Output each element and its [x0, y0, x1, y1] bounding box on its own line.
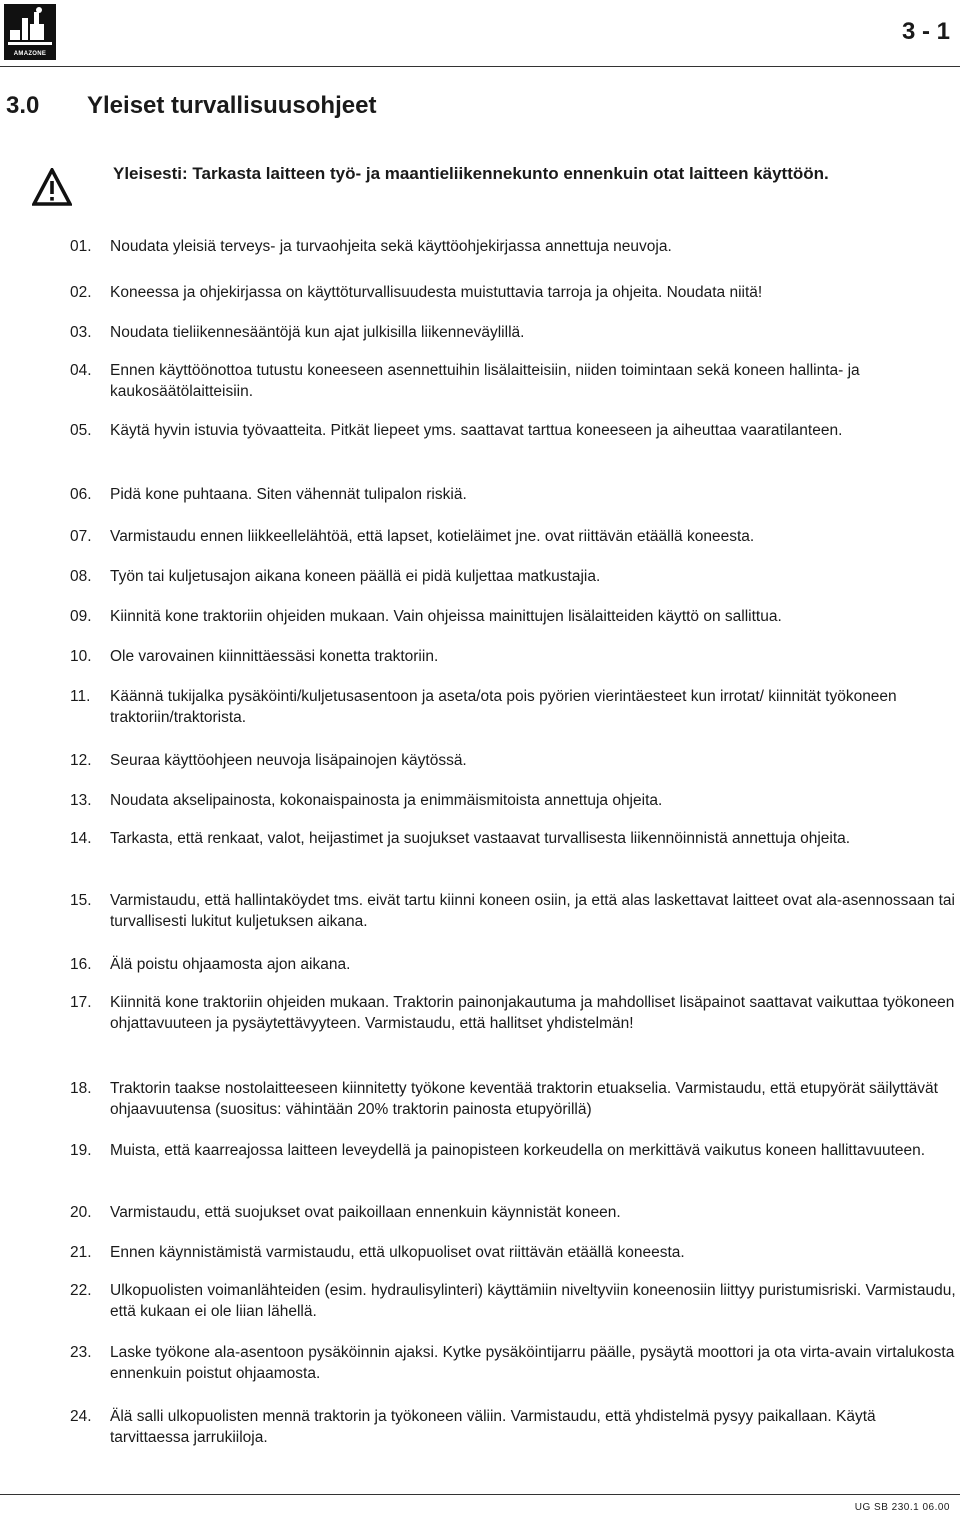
item-text: Noudata yleisiä terveys- ja turvaohjeita sekä käyttöohjekirjassa annettuja neuvoja.: [110, 238, 672, 255]
section-title-text: Yleiset turvallisuusohjeet: [87, 92, 377, 119]
section-number: 3.0: [6, 92, 40, 119]
item-text: Tarkasta, että renkaat, valot, heijastimet ja suojukset vastaavat turvallisesta liikennöinnistä annettuja ohjeita.: [110, 830, 851, 847]
item-number: 17.: [70, 994, 92, 1011]
page-number: 3 - 1: [901, 18, 950, 45]
header-divider: [0, 66, 960, 67]
document-code: UG SB 230.1 06.00: [854, 1502, 950, 1513]
general-warning-text: Yleisesti: Tarkasta laitteen työ- ja maantieliikennekunto ennenkuin otat laitteen käyttöön.: [113, 164, 829, 183]
item-text: Noudata tieliikennesääntöjä kun ajat julkisilla liikenneväylillä.: [110, 324, 525, 341]
item-text: Seuraa käyttöohjeen neuvoja lisäpainojen käytössä.: [110, 752, 467, 769]
item-text: Pidä kone puhtaana. Siten vähennät tulipalon riskiä.: [110, 486, 467, 503]
item-text: Kiinnitä kone traktoriin ohjeiden mukaan. Traktorin painonjakautuma ja mahdolliset lisäpainot saattavat vaikuttaa työkoneen ohjattavuuteen ja pysäytettävyyteen. Varmistaudu, että hallitset yhdistelmän!: [110, 994, 955, 1032]
item-text: Työn tai kuljetusajon aikana koneen päällä ei pidä kuljettaa matkustajia.: [110, 568, 601, 585]
item-text: Ennen käynnistämistä varmistaudu, että ulkopuoliset ovat riittävän etäällä koneesta.: [110, 1244, 685, 1261]
logo-wordmark: AMAZONE: [13, 51, 47, 57]
amazone-logo: [4, 4, 56, 60]
item-text: Ulkopuolisten voimanlähteiden (esim. hydraulisylinteri) käyttämiin niveltyviin koneenosiin liittyy puristumisriski. Varmistaudu, että kukaan ei ole liian lähellä.: [110, 1282, 956, 1320]
item-number: 21.: [70, 1244, 92, 1261]
item-number: 01.: [70, 238, 92, 255]
item-number: 08.: [70, 568, 92, 585]
item-number: 03.: [70, 324, 92, 341]
warning-triangle-icon: [32, 168, 72, 206]
item-text: Koneessa ja ohjekirjassa on käyttöturvallisuudesta muistuttavia tarroja ja ohjeita. Noudata niitä!: [110, 284, 763, 301]
item-number: 18.: [70, 1080, 92, 1097]
item-number: 19.: [70, 1142, 92, 1159]
item-number: 23.: [70, 1344, 92, 1361]
item-text: Varmistaudu ennen liikkeellelähtöä, että lapset, kotieläimet jne. ovat riittävän etäällä koneesta.: [110, 528, 755, 545]
item-number: 05.: [70, 422, 92, 439]
item-text: Älä salli ulkopuolisten mennä traktorin ja työkoneen väliin. Varmistaudu, että yhdistelmä pysyy paikallaan. Käytä tarvittaessa jarrukiiloja.: [110, 1408, 876, 1446]
item-text: Älä poistu ohjaamosta ajon aikana.: [110, 956, 351, 973]
section-title: [6, 92, 376, 120]
item-number: 14.: [70, 830, 92, 847]
logo-emblem-icon: [4, 4, 56, 48]
item-text: Ennen käyttöönottoa tutustu koneeseen asennettuihin lisälaitteisiin, niiden toimintaan sekä koneen hallinta- ja kaukosäätölaitteisiin.: [110, 362, 860, 400]
item-text: Käännä tukijalka pysäköinti/kuljetusasentoon ja aseta/ota pois pyörien vierintäesteet kun irrotat/ kiinnität työkoneen traktoriin/traktorista.: [110, 688, 897, 726]
item-text: Varmistaudu, että suojukset ovat paikoillaan ennenkuin käynnistät koneen.: [110, 1204, 621, 1221]
item-number: 11.: [70, 688, 91, 705]
item-text: Käytä hyvin istuvia työvaatteita. Pitkät liepeet yms. saattavat tarttua koneeseen ja aiheuttaa vaaratilanteen.: [110, 422, 843, 439]
item-number: 02.: [70, 284, 92, 301]
item-number: 10.: [70, 648, 92, 665]
item-number: 09.: [70, 608, 92, 625]
item-text: Ole varovainen kiinnittäessäsi konetta traktoriin.: [110, 648, 439, 665]
item-text: Noudata akselipainosta, kokonaispainosta ja enimmäismitoista annettuja ohjeita.: [110, 792, 663, 809]
item-number: 15.: [70, 892, 92, 909]
item-number: 07.: [70, 528, 92, 545]
item-text: Laske työkone ala-asentoon pysäköinnin ajaksi. Kytke pysäköintijarru päälle, pysäytä moottori ja ota virta-avain virtalukosta ennenkuin poistut ohjaamosta.: [110, 1344, 955, 1382]
item-text: Varmistaudu, että hallintaköydet tms. eivät tartu kiinni koneen osiin, ja että alas laskettavat laitteet ovat ala-asennossaan tai turvallisesti lukitut kuljetuksen aikana.: [110, 892, 955, 930]
footer-divider: [0, 1494, 960, 1495]
item-number: 24.: [70, 1408, 92, 1425]
item-text: Muista, että kaarreajossa laitteen leveydellä ja painopisteen korkeudella on merkittävä vaikutus koneen hallittavuuteen.: [110, 1142, 926, 1159]
item-number: 04.: [70, 362, 92, 379]
item-number: 16.: [70, 956, 92, 973]
item-text: Traktorin taakse nostolaitteeseen kiinnitetty työkone keventää traktorin etuakselia. Varmistaudu, että etupyörät säilyttävät ohjaavuutensa (suositus: vähintään 20% traktorin painosta etupyörillä): [110, 1080, 938, 1118]
item-number: 06.: [70, 486, 92, 503]
item-number: 12.: [70, 752, 92, 769]
item-number: 13.: [70, 792, 92, 809]
item-text: Kiinnitä kone traktoriin ohjeiden mukaan. Vain ohjeissa mainittujen lisälaitteiden käyttö on sallittua.: [110, 608, 782, 625]
item-number: 22.: [70, 1282, 92, 1299]
item-number: 20.: [70, 1204, 92, 1221]
